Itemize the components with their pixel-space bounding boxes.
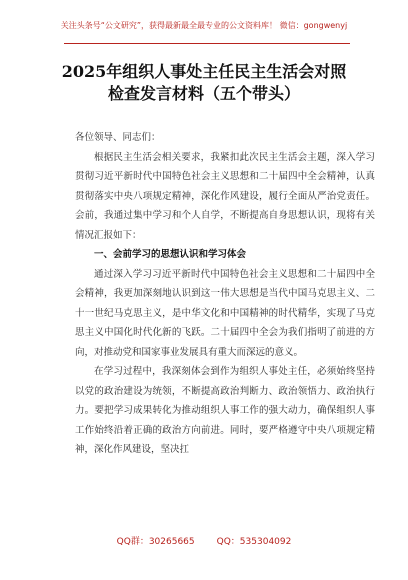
document-body bbox=[75, 128, 375, 460]
salutation: 各位领导、同志们： bbox=[75, 132, 161, 143]
body-paragraph: 在学习过程中，我深刻体会到作为组织人事处主任，必须始终坚持以党的政治建设为统领，不断提高政治判断力、政治领悟力、政治执行力。要把学习成果转化为推动组织人事工作的强大动力，确保组织人事工作始终沿着正确的政治方向前进。同时，要严格遵守中央八项规定精神，深化作风建设，坚决扛 bbox=[75, 366, 375, 455]
intro-paragraph: 根据民主生活会相关要求，我紧扣此次民主生活会主题，深入学习贯彻习近平新时代中国特色社会主义思想和二十届四中全会精神，认真贯彻落实中央八项规定精神，深化作风建设，履行全面从严治党责任。会前，我通过集中学习和个人自学，不断提高自身思想认识，现将有关情况汇报如下： bbox=[75, 151, 375, 241]
footer-qq-group: QQ群：30265665 bbox=[116, 537, 195, 547]
document-title bbox=[20, 61, 388, 105]
document-title-line-2: 检查发言材料（五个带头） bbox=[107, 84, 300, 103]
section-heading: 一、会前学习的思想认识和学习体会 bbox=[94, 249, 247, 260]
header-divider bbox=[64, 43, 350, 44]
footer-qq-number: QQ：535304092 bbox=[216, 537, 292, 547]
footer-contacts bbox=[0, 536, 408, 548]
body-paragraph: 通过深入学习习近平新时代中国特色社会主义思想和二十届四中全会精神，我更加深刻地认识到这一伟大思想是当代中国马克思主义、二十一世纪马克思主义，是中华文化和中国精神的时代精华，实现了马克思主义中国化时代化新的飞跃。二十届四中全会为我们指明了前进的方向，对推动党和国家事业发展具有重大而深远的意义。 bbox=[75, 268, 375, 358]
document-title-line-1: 2025年组织人事处主任民主生活会对照 bbox=[61, 62, 347, 81]
header-banner: 关注头条号“公文研究”，获得最新最全最专业的公文资料库！ 微信：gongwenyj bbox=[60, 21, 348, 30]
